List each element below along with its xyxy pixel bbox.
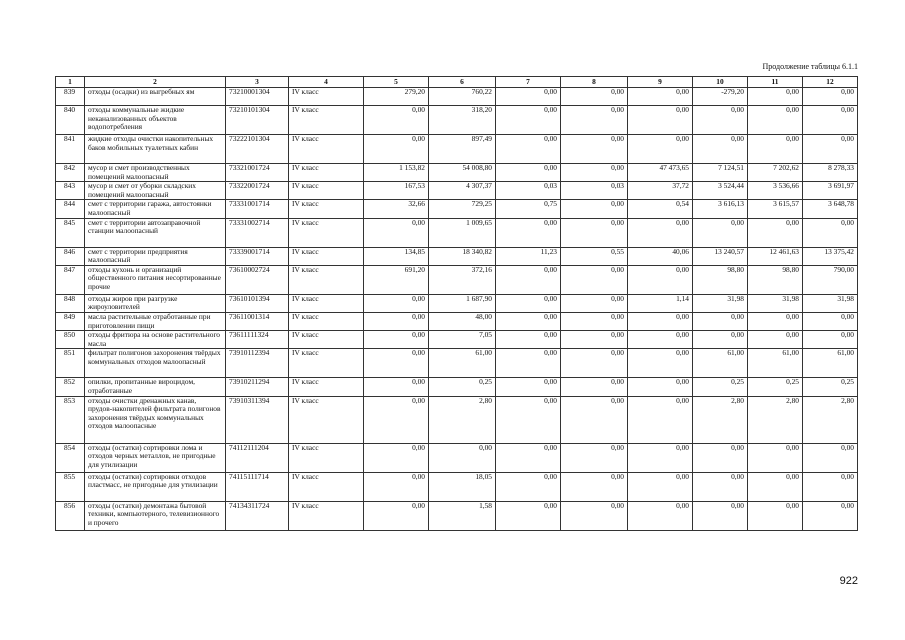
table-cell: 0,00 bbox=[628, 472, 693, 501]
table-cell: 12 461,63 bbox=[748, 247, 803, 265]
table-cell: 18 340,82 bbox=[429, 247, 496, 265]
col-header: 4 bbox=[289, 77, 364, 88]
col-header: 12 bbox=[803, 77, 858, 88]
table-cell: отходы (осадки) из выгребных ям bbox=[85, 88, 226, 106]
table-cell: 73910211294 bbox=[226, 378, 289, 396]
table-row bbox=[56, 106, 858, 135]
table-cell: 897,49 bbox=[429, 135, 496, 164]
table-row bbox=[56, 294, 858, 312]
table-cell: 0,00 bbox=[561, 135, 628, 164]
table-cell: 0,00 bbox=[803, 472, 858, 501]
table-cell: смет с территории автозаправочной станции малоопасный bbox=[85, 218, 226, 247]
table-cell: 73222101304 bbox=[226, 135, 289, 164]
table-cell: 73339001714 bbox=[226, 247, 289, 265]
table-cell: 855 bbox=[56, 472, 85, 501]
table-cell: 61,00 bbox=[429, 349, 496, 378]
table-cell: 0,00 bbox=[496, 106, 561, 135]
table-cell: 0,00 bbox=[693, 443, 748, 472]
table-cell: 0,00 bbox=[561, 265, 628, 294]
table-cell: 0,00 bbox=[748, 135, 803, 164]
table-cell: 0,03 bbox=[496, 182, 561, 200]
table-cell: 0,00 bbox=[364, 106, 429, 135]
table-cell: 0,00 bbox=[496, 501, 561, 530]
table-cell: 0,00 bbox=[803, 135, 858, 164]
table-cell: 0,00 bbox=[496, 218, 561, 247]
table-cell: 73910311394 bbox=[226, 396, 289, 443]
table-cell: 0,00 bbox=[561, 312, 628, 330]
table-cell: 0,00 bbox=[748, 218, 803, 247]
table-cell: 0,00 bbox=[748, 472, 803, 501]
table-cell: 0,00 bbox=[693, 312, 748, 330]
col-header: 8 bbox=[561, 77, 628, 88]
table-cell: 7,05 bbox=[429, 331, 496, 349]
table-cell: 0,00 bbox=[561, 200, 628, 218]
table-cell: 843 bbox=[56, 182, 85, 200]
table-cell: 1,58 bbox=[429, 501, 496, 530]
table-cell: 839 bbox=[56, 88, 85, 106]
table-cell: 0,00 bbox=[561, 349, 628, 378]
table-cell: 0,00 bbox=[628, 106, 693, 135]
table-cell: 73322001724 bbox=[226, 182, 289, 200]
table-cell: 0,00 bbox=[561, 106, 628, 135]
table-cell: 0,00 bbox=[628, 265, 693, 294]
table-row bbox=[56, 164, 858, 182]
table-cell: 841 bbox=[56, 135, 85, 164]
table-cell: 0,00 bbox=[561, 472, 628, 501]
table-cell: 54 008,80 bbox=[429, 164, 496, 182]
table-cell: 850 bbox=[56, 331, 85, 349]
table-cell: 729,25 bbox=[429, 200, 496, 218]
table-cell: 32,66 bbox=[364, 200, 429, 218]
table-cell: 0,00 bbox=[364, 472, 429, 501]
table-cell: IV класс bbox=[289, 164, 364, 182]
table-cell: 0,00 bbox=[693, 135, 748, 164]
table-cell: смет с территории гаража, автостоянки малоопасный bbox=[85, 200, 226, 218]
table-cell: 3 691,97 bbox=[803, 182, 858, 200]
table-cell: 3 536,66 bbox=[748, 182, 803, 200]
table-cell: 0,00 bbox=[496, 135, 561, 164]
col-header: 11 bbox=[748, 77, 803, 88]
table-cell: -279,20 bbox=[693, 88, 748, 106]
table-cell: 73910112394 bbox=[226, 349, 289, 378]
table-cell: 854 bbox=[56, 443, 85, 472]
table-cell: 0,00 bbox=[364, 501, 429, 530]
table-cell: 1 153,82 bbox=[364, 164, 429, 182]
table-cell: 790,00 bbox=[803, 265, 858, 294]
col-header: 7 bbox=[496, 77, 561, 88]
table-cell: IV класс bbox=[289, 106, 364, 135]
table-cell: 842 bbox=[56, 164, 85, 182]
waste-table bbox=[55, 76, 858, 531]
table-cell: 0,00 bbox=[496, 88, 561, 106]
table-cell: мусор и смет производственных помещений малоопасный bbox=[85, 164, 226, 182]
table-cell: IV класс bbox=[289, 247, 364, 265]
table-row bbox=[56, 312, 858, 330]
table-cell: 0,00 bbox=[628, 378, 693, 396]
table-cell: 0,03 bbox=[561, 182, 628, 200]
table-cell: 47 473,65 bbox=[628, 164, 693, 182]
table-cell: 0,00 bbox=[561, 88, 628, 106]
table-cell: 2,80 bbox=[748, 396, 803, 443]
table-cell: 851 bbox=[56, 349, 85, 378]
table-cell: 73210101304 bbox=[226, 106, 289, 135]
table-cell: 0,00 bbox=[628, 349, 693, 378]
table-cell: 8 278,33 bbox=[803, 164, 858, 182]
table-cell: жидкие отходы очистки накопительных баков мобильных туалетных кабин bbox=[85, 135, 226, 164]
table-cell: 0,75 bbox=[496, 200, 561, 218]
table-cell: IV класс bbox=[289, 396, 364, 443]
table-cell: 0,00 bbox=[748, 312, 803, 330]
table-cell: 0,00 bbox=[693, 106, 748, 135]
table-cell: 0,00 bbox=[693, 501, 748, 530]
table-cell: 760,22 bbox=[429, 88, 496, 106]
table-cell: 73610002724 bbox=[226, 265, 289, 294]
table-cell: 0,00 bbox=[496, 349, 561, 378]
table-row bbox=[56, 443, 858, 472]
table-cell: 98,80 bbox=[748, 265, 803, 294]
table-cell: 0,00 bbox=[628, 218, 693, 247]
table-cell: отходы кухонь и организаций общественного питания несортированные прочие bbox=[85, 265, 226, 294]
table-row bbox=[56, 378, 858, 396]
table-row bbox=[56, 200, 858, 218]
table-cell: 279,20 bbox=[364, 88, 429, 106]
table-cell: 0,00 bbox=[364, 294, 429, 312]
table-cell: 0,00 bbox=[748, 106, 803, 135]
table-cell: отходы жиров при разгрузке жироуловителей bbox=[85, 294, 226, 312]
table-cell: 0,00 bbox=[364, 312, 429, 330]
table-cell: 0,00 bbox=[628, 312, 693, 330]
table-cell: 0,00 bbox=[628, 88, 693, 106]
table-row bbox=[56, 182, 858, 200]
table-cell: 61,00 bbox=[803, 349, 858, 378]
table-cell: 31,98 bbox=[693, 294, 748, 312]
table-cell: IV класс bbox=[289, 294, 364, 312]
table-cell: 0,00 bbox=[496, 312, 561, 330]
table-cell: 7 202,62 bbox=[748, 164, 803, 182]
table-cell: 1 009,65 bbox=[429, 218, 496, 247]
table-cell: 73611111324 bbox=[226, 331, 289, 349]
table-cell: 31,98 bbox=[748, 294, 803, 312]
table-cell: 73331002714 bbox=[226, 218, 289, 247]
table-cell: 844 bbox=[56, 200, 85, 218]
table-row bbox=[56, 472, 858, 501]
col-header: 2 bbox=[85, 77, 226, 88]
table-cell: IV класс bbox=[289, 472, 364, 501]
table-cell: 0,25 bbox=[803, 378, 858, 396]
table-cell: 0,00 bbox=[748, 443, 803, 472]
table-cell: 167,53 bbox=[364, 182, 429, 200]
table-cell: IV класс bbox=[289, 349, 364, 378]
table-cell: 73331001714 bbox=[226, 200, 289, 218]
table-cell: 0,00 bbox=[803, 218, 858, 247]
table-cell: 61,00 bbox=[693, 349, 748, 378]
table-row bbox=[56, 501, 858, 530]
table-cell: 0,00 bbox=[561, 501, 628, 530]
table-cell: 48,00 bbox=[429, 312, 496, 330]
table-cell: 0,00 bbox=[748, 331, 803, 349]
table-cell: 0,00 bbox=[628, 331, 693, 349]
table-row bbox=[56, 135, 858, 164]
table-cell: 0,00 bbox=[748, 88, 803, 106]
table-cell: 31,98 bbox=[803, 294, 858, 312]
col-header: 3 bbox=[226, 77, 289, 88]
table-cell: IV класс bbox=[289, 218, 364, 247]
table-cell: 0,00 bbox=[561, 443, 628, 472]
table-cell: 0,00 bbox=[693, 472, 748, 501]
table-row bbox=[56, 88, 858, 106]
table-cell: смет с территории предприятия малоопасный bbox=[85, 247, 226, 265]
table-cell: 11,23 bbox=[496, 247, 561, 265]
continuation-label: Продолжение таблицы 6.1.1 bbox=[762, 62, 858, 71]
table-cell: 0,00 bbox=[496, 378, 561, 396]
table-cell: 0,00 bbox=[628, 443, 693, 472]
table-cell: 0,55 bbox=[561, 247, 628, 265]
col-header: 6 bbox=[429, 77, 496, 88]
table-cell: 0,00 bbox=[364, 378, 429, 396]
table-cell: 0,00 bbox=[628, 501, 693, 530]
table-cell: 0,00 bbox=[561, 294, 628, 312]
table-cell: 0,00 bbox=[429, 443, 496, 472]
col-header: 9 bbox=[628, 77, 693, 88]
table-cell: 0,00 bbox=[803, 443, 858, 472]
table-cell: 0,00 bbox=[364, 331, 429, 349]
table-cell: 0,00 bbox=[364, 349, 429, 378]
table-cell: 73321001724 bbox=[226, 164, 289, 182]
table-cell: 853 bbox=[56, 396, 85, 443]
table-cell: отходы очистки дренажных канав, прудов-накопителей фильтрата полигонов захоронения твёрдых коммунальных отходов малоопасные bbox=[85, 396, 226, 443]
table-cell: 0,00 bbox=[364, 443, 429, 472]
table-cell: 0,00 bbox=[496, 265, 561, 294]
table-cell: IV класс bbox=[289, 331, 364, 349]
table-cell: 0,00 bbox=[748, 501, 803, 530]
table-cell: IV класс bbox=[289, 378, 364, 396]
table-cell: 3 615,57 bbox=[748, 200, 803, 218]
table-cell: 0,00 bbox=[496, 164, 561, 182]
col-header: 5 bbox=[364, 77, 429, 88]
table-cell: 849 bbox=[56, 312, 85, 330]
table-cell: IV класс bbox=[289, 312, 364, 330]
table-cell: 37,72 bbox=[628, 182, 693, 200]
table-cell: 0,00 bbox=[803, 88, 858, 106]
table-row bbox=[56, 331, 858, 349]
table-cell: 0,00 bbox=[496, 396, 561, 443]
table-cell: 7 124,51 bbox=[693, 164, 748, 182]
table-cell: 0,00 bbox=[693, 218, 748, 247]
table-body bbox=[56, 88, 858, 531]
table-cell: 318,20 bbox=[429, 106, 496, 135]
table-cell: 98,80 bbox=[693, 265, 748, 294]
table-cell: 691,20 bbox=[364, 265, 429, 294]
table-cell: IV класс bbox=[289, 200, 364, 218]
table-cell: 2,80 bbox=[429, 396, 496, 443]
table-cell: 74112111204 bbox=[226, 443, 289, 472]
table-cell: IV класс bbox=[289, 182, 364, 200]
table-cell: 73611001314 bbox=[226, 312, 289, 330]
table-cell: 2,80 bbox=[693, 396, 748, 443]
table-row bbox=[56, 349, 858, 378]
table-cell: IV класс bbox=[289, 501, 364, 530]
table-cell: 74115111714 bbox=[226, 472, 289, 501]
table-row bbox=[56, 396, 858, 443]
table-cell: 0,00 bbox=[803, 501, 858, 530]
table-cell: 3 524,44 bbox=[693, 182, 748, 200]
table-cell: отходы фритюра на основе растительного масла bbox=[85, 331, 226, 349]
table-cell: 0,00 bbox=[561, 378, 628, 396]
table-cell: 852 bbox=[56, 378, 85, 396]
table-cell: 0,00 bbox=[496, 331, 561, 349]
table-cell: 0,00 bbox=[803, 106, 858, 135]
table-cell: 846 bbox=[56, 247, 85, 265]
table-cell: 0,00 bbox=[496, 472, 561, 501]
table-row bbox=[56, 265, 858, 294]
table-cell: отходы коммунальные жидкие неканализованных объектов водопотребления bbox=[85, 106, 226, 135]
table-cell: 0,00 bbox=[496, 294, 561, 312]
table-cell: мусор и смет от уборки складских помещений малоопасный bbox=[85, 182, 226, 200]
table-cell: 0,25 bbox=[748, 378, 803, 396]
table-cell: отходы (остатки) демонтажа бытовой техники, компьютерного, телевизионного и прочего bbox=[85, 501, 226, 530]
table-cell: отходы (остатки) сортировки лома и отходов черных металлов, не пригодные для утилизации bbox=[85, 443, 226, 472]
table-cell: 0,54 bbox=[628, 200, 693, 218]
table-cell: 840 bbox=[56, 106, 85, 135]
header-row bbox=[56, 77, 858, 88]
table-cell: 18,05 bbox=[429, 472, 496, 501]
table-cell: опилки, пропитанные вироцидом, отработанные bbox=[85, 378, 226, 396]
table-cell: 0,25 bbox=[429, 378, 496, 396]
table-cell: 134,85 bbox=[364, 247, 429, 265]
table-cell: 372,16 bbox=[429, 265, 496, 294]
table-cell: 73210001304 bbox=[226, 88, 289, 106]
table-cell: 0,00 bbox=[496, 443, 561, 472]
table-cell: IV класс bbox=[289, 265, 364, 294]
page-number: 922 bbox=[839, 575, 858, 587]
table-cell: 73610101394 bbox=[226, 294, 289, 312]
table-cell: 0,00 bbox=[364, 396, 429, 443]
table-cell: 0,00 bbox=[364, 218, 429, 247]
table-cell: 0,00 bbox=[561, 218, 628, 247]
table-cell: 0,00 bbox=[561, 396, 628, 443]
table-cell: IV класс bbox=[289, 88, 364, 106]
table-cell: 0,00 bbox=[628, 135, 693, 164]
table-cell: 0,00 bbox=[561, 331, 628, 349]
table-row bbox=[56, 218, 858, 247]
table-cell: 4 307,37 bbox=[429, 182, 496, 200]
table-cell: IV класс bbox=[289, 135, 364, 164]
table-cell: 74134311724 bbox=[226, 501, 289, 530]
col-header: 1 bbox=[56, 77, 85, 88]
table-cell: 847 bbox=[56, 265, 85, 294]
table-row bbox=[56, 247, 858, 265]
table-cell: 1 687,90 bbox=[429, 294, 496, 312]
table-cell: отходы (остатки) сортировки отходов пластмасс, не пригодные для утилизации bbox=[85, 472, 226, 501]
table-cell: 61,00 bbox=[748, 349, 803, 378]
table-cell: 40,06 bbox=[628, 247, 693, 265]
table-cell: 0,00 bbox=[561, 164, 628, 182]
table-cell: 3 616,13 bbox=[693, 200, 748, 218]
table-cell: 0,00 bbox=[803, 312, 858, 330]
table-cell: 0,25 bbox=[693, 378, 748, 396]
table-cell: IV класс bbox=[289, 443, 364, 472]
table-cell: 848 bbox=[56, 294, 85, 312]
table-cell: масла растительные отработанные при приготовлении пищи bbox=[85, 312, 226, 330]
table-cell: 13 240,57 bbox=[693, 247, 748, 265]
table-cell: 13 375,42 bbox=[803, 247, 858, 265]
table-cell: 845 bbox=[56, 218, 85, 247]
table-cell: 0,00 bbox=[364, 135, 429, 164]
table-cell: 2,80 bbox=[803, 396, 858, 443]
col-header: 10 bbox=[693, 77, 748, 88]
table-cell: 0,00 bbox=[693, 331, 748, 349]
table-cell: 0,00 bbox=[628, 396, 693, 443]
table-cell: 856 bbox=[56, 501, 85, 530]
table-cell: 3 648,78 bbox=[803, 200, 858, 218]
table-cell: 0,00 bbox=[803, 331, 858, 349]
table-cell: фильтрат полигонов захоронения твёрдых коммунальных отходов малоопасный bbox=[85, 349, 226, 378]
table-cell: 1,14 bbox=[628, 294, 693, 312]
